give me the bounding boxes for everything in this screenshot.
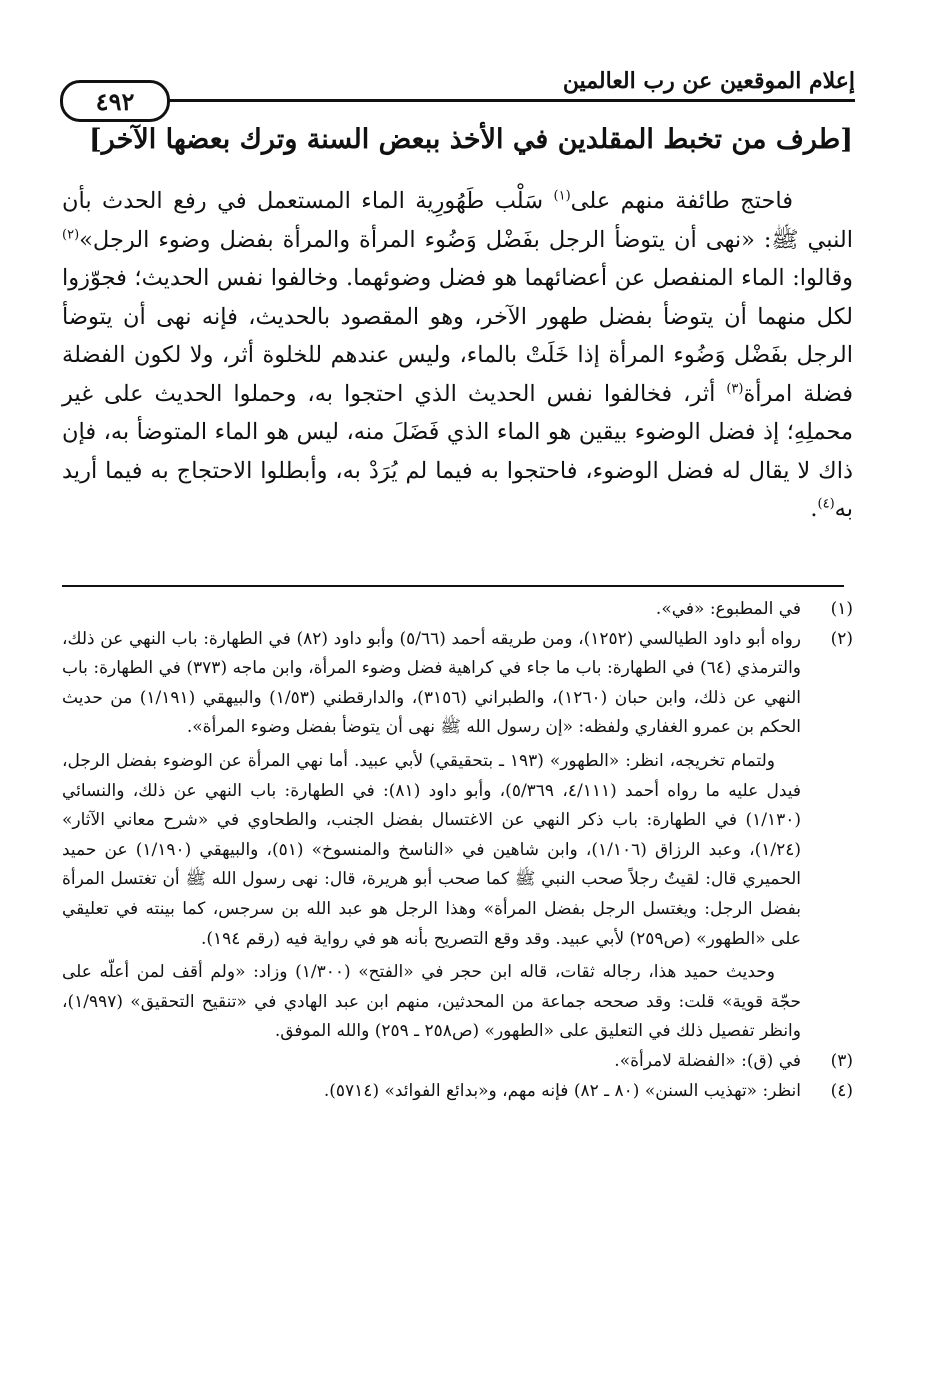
main-text-segment: أثر، فخالفوا نفس الحديث الذي احتجوا به، وحملوا الحديث على غير محملِهِ؛ إذ فضل الوضوء بيقين هو الماء الذي فَضَلَ منه، ليس هو الماء المتوضأ به، فإن ذاك لا يقال له فضل الوضوء، فاحتجوا به فيما لم يُرَدْ به، وأبطلوا الاحتجاج به فيما أريد به [62,380,853,522]
main-text-segment: وقالوا: الماء المنفصل عن أعضائهما هو فضل وضوئهما. وخالفوا نفس الحديث؛ فجوّزوا لكل منهما أن يتوضأ بفضل طهور الآخر، وهو المقصود بالحديث، فإنه نهى أن يتوضأ الرجل بفَضْل وَضُوء المرأة إذا خَلَتْ بالماء، وليس عندهم للخلوة أثر، ولا لكون الفضلة فضلة امرأة [62,265,853,407]
running-title: إعلام الموقعين عن رب العالمين [562,68,855,94]
header-rule [60,99,855,102]
footnote-ref-1: (١) [553,188,571,204]
footnote-2 [62,625,853,743]
main-text-segment: . [810,496,818,522]
footnote-number: (٢) [830,628,853,649]
footnote-2-continuation: وحديث حميد هذا، رجاله ثقات، قاله ابن حجر في «الفتح» (١/٣٠٠) وزاد: «ولم أقف لمن أعلّه على حجّة قوية» قلت: وقد صححه جماعة من المحدثين، منهم ابن عبد الهادي في «تنقيح التحقيق» (١/٩٩٧)، وانظر تفصيل ذلك في التعليق على «الطهور» (ص٢٥٨ ـ ٢٥٩) والله الموفق. [62,962,801,1042]
footnote-ref-2: (٢) [62,227,80,242]
footnote-number: (١) [830,599,853,619]
footnote-ref-3: (٣) [726,381,744,396]
footnote-1 [62,595,853,625]
main-text [62,182,853,529]
footnote-text: رواه أبو داود الطيالسي (١٢٥٢)، ومن طريقه أحمد (٥/٦٦) وأبو داود (٨٢) في الطهارة: باب النهي عن ذلك، والترمذي (٦٤) في الطهارة: باب ما جاء في كراهية فضل وضوء المرأة، وابن ماجه (٣٧٣) في الطهارة: باب النهي عن ذلك، وابن حبان (١٢٦٠)، والطبراني (٣١٥٦)، والدارقطني (١/٥٣) والبيهقي (١/١٩١) من حديث الحكم بن عمرو الغفاري ولفظه: «إن رسول الله ﷺ نهى أن يتوضأ بفضل وضوء المرأة». [62,628,802,738]
footnote-text: في المطبوع: «في». [655,599,801,619]
footnote-separator [62,585,844,587]
main-text-segment: سَلْب طَهُورِية الماء المستعمل في رفع الحدث بأن النبي ﷺ: «نهى أن يتوضأ الرجل بفَضْل وَضُوء المرأة والمرأة بفضل وضوء الرجل» [62,188,853,253]
footnote-text: انظر: «تهذيب السنن» (٨٠ ـ ٨٢) فإنه مهم، و«بدائع الفوائد» (٥٧١٤). [323,1080,801,1101]
footnote-number: (٣) [830,1050,853,1071]
footnote-3 [62,1047,853,1077]
section-heading: [طرف من تخبط المقلدين في الأخذ ببعض السنة وترك بعضها الآخر] [88,124,853,155]
footnote-number: (٤) [830,1080,853,1101]
footnote-4 [62,1077,853,1107]
footnotes [62,595,853,1106]
page-number: ٤٩٢ [60,80,170,122]
footnote-2-continuation: ولتمام تخريجه، انظر: «الطهور» (١٩٣ ـ بتحقيقي) لأبي عبيد. أما نهي المرأة عن الوضوء بفضل الرجل، فيدل عليه ما رواه أحمد (٤/١١١، ٥/٣٦٩)، وأبو داود (٨١): في الطهارة: باب النهي عن ذلك، والنسائي (١/١٣٠) في الطهارة: باب ذكر النهي عن الاغتسال بفضل الجنب، والطحاوي في «شرح معاني الآثار» (١/٢٤)، وعبد الرزاق (١/١٠٦)، وابن شاهين في «الناسخ والمنسوخ» (٥١)، والبيهقي (١/١٩٠) عن حميد الحميري قال: لقيتُ رجلاً صحب النبي ﷺ كما صحب أبو هريرة، قال: نهى رسول الله ﷺ أن تغتسل المرأة بفضل الرجل: ويغتسل الرجل بفضل المرأة» وهذا الرجل هو عبد الله بن سرجس، كما بينته في تعليقي على «الطهور» (ص٢٥٩) لأبي عبيد. وقد وقع التصريح بأنه هو في رواية فيه (رقم ١٩٤). [62,750,802,949]
footnote-text: في (ق): «الفضلة لامرأة». [614,1050,801,1071]
main-text-segment: فاحتج طائفة منهم على [570,188,793,214]
page-header [60,66,855,116]
main-paragraph [62,182,853,529]
footnote-ref-4: (٤) [817,496,835,512]
